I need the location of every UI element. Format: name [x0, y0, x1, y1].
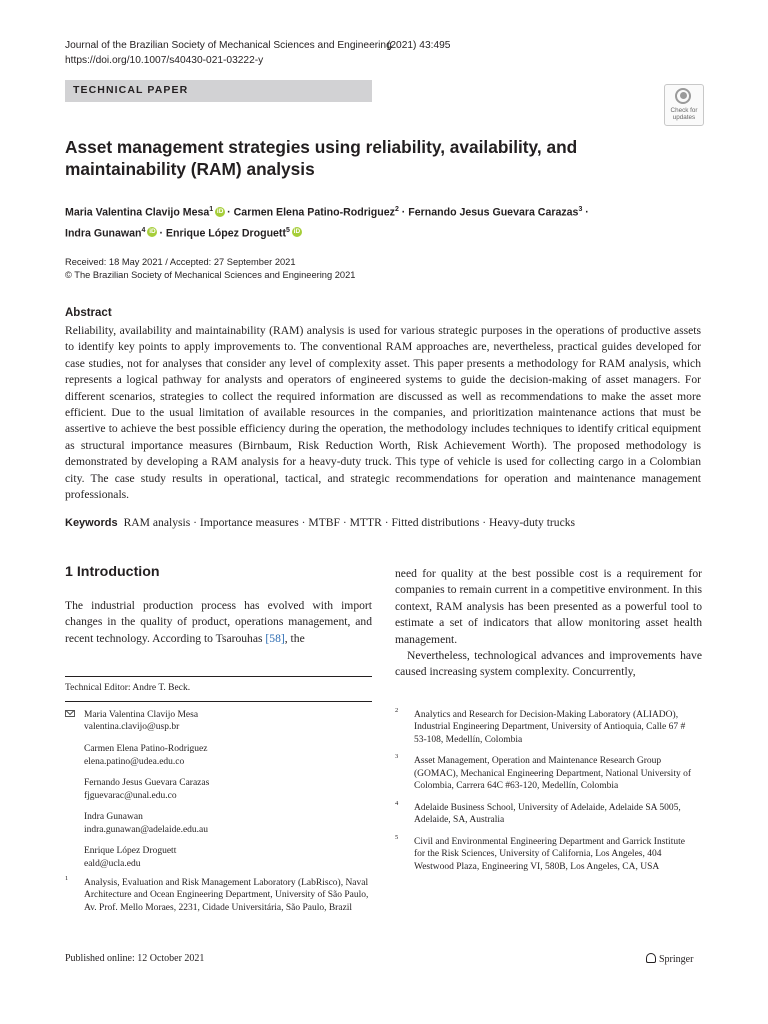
journal-header: [65, 40, 451, 51]
orcid-icon[interactable]: iD: [293, 228, 301, 236]
citation-link[interactable]: [58]: [265, 631, 285, 645]
author-name: Carmen Elena Patino-Rodriguez: [233, 206, 395, 219]
abstract-heading: Abstract: [65, 307, 112, 319]
contact-entry: [65, 845, 372, 870]
intro-text: , the: [284, 631, 305, 645]
affiliation-text: Adelaide Business School, University of Adelaide, Adelaide SA 5005, Adelaide, SA, Australia: [414, 802, 681, 826]
author-affiliation-number: 5: [285, 226, 290, 234]
affiliation-number: 5: [395, 833, 399, 841]
affiliation-number: 1: [65, 875, 69, 882]
orcid-icon[interactable]: iD: [216, 207, 224, 215]
contact-entry: [65, 777, 372, 802]
contact-email[interactable]: elena.patino@udea.edu.co: [84, 756, 185, 767]
envelope-icon: [65, 710, 75, 717]
orcid-icon[interactable]: iD: [149, 228, 156, 236]
affiliation: [65, 877, 372, 914]
contact-entry: [65, 811, 372, 836]
journal-name: Journal of the Brazilian Society of Mechanical Sciences and Engineering: [65, 40, 392, 51]
author-list: Maria Valentina Clavijo Mesa$^1$ iD · Carmen Elena Patino-Rodriguez$^2$ · Fernando Jesus Guevara Carazas$^3$ · Indra Gunawan$^4$ iD · Enrique López Droguett$^5$ iD: [65, 206, 589, 240]
author-name: Indra Gunawan: [65, 227, 142, 240]
technical-editor: Technical Editor: Andre T. Beck.: [65, 683, 191, 693]
springer-horse-icon: [646, 953, 656, 963]
contact-name: Carmen Elena Patino-Rodriguez: [84, 744, 208, 755]
introduction-left-column: [65, 598, 372, 647]
introduction-heading: 1 Introduction: [65, 564, 160, 580]
contact-name: Fernando Jesus Guevara Carazas: [84, 778, 210, 789]
intro-paragraph: need for quality at the best possible cost is a requirement for companies to remain current in a competitive environment. In this context, RAM analysis has been presented as a powerful tool to estimate a set of indicators that allow monitoring asset health management.: [395, 567, 702, 646]
author-affiliation-number: 1: [209, 206, 214, 213]
check-for-updates-badge[interactable]: [664, 84, 704, 126]
paper-title: Asset management strategies using reliability, availability, and maintainability (RAM) analysis: [65, 137, 578, 179]
contact-entry: [65, 709, 372, 734]
affiliations-right: [395, 709, 695, 882]
intro-paragraph: Nevertheless, technological advances and improvements have caused increasing system complexity. Concurrently,: [395, 649, 702, 679]
check-updates-icon: [675, 88, 691, 104]
introduction-right-column: [395, 566, 702, 681]
contact-name: Enrique López Droguett: [84, 846, 177, 857]
journal-volume: (2021) 43:495: [387, 40, 451, 51]
author-name: Enrique López Droguett: [165, 227, 286, 240]
article-dates: [65, 256, 355, 282]
author-affiliation-number: 3: [578, 206, 583, 213]
author-contacts: [65, 709, 372, 880]
contact-email[interactable]: indra.gunawan@adelaide.edu.au: [84, 824, 209, 835]
copyright: © The Brazilian Society of Mechanical Sciences and Engineering 2021: [65, 270, 356, 280]
author-affiliation-number: 4: [141, 226, 146, 234]
contact-name: Indra Gunawan: [84, 812, 143, 823]
author-name: Maria Valentina Clavijo Mesa: [65, 206, 210, 219]
received-accepted: Received: 18 May 2021 / Accepted: 27 September 2021: [65, 257, 296, 267]
footnote-divider: [65, 676, 372, 677]
contact-email[interactable]: eald@ucla.edu: [84, 858, 141, 869]
affiliations-left: [65, 877, 372, 914]
affiliation-number: 4: [395, 799, 399, 807]
affiliation: [395, 799, 695, 827]
publisher-name: Springer: [659, 954, 694, 965]
contact-email[interactable]: valentina.clavijo@usp.br: [84, 722, 180, 733]
affiliation-number: 2: [395, 707, 399, 714]
contact-email[interactable]: fjguevarac@unal.edu.co: [84, 790, 177, 801]
contact-name: Maria Valentina Clavijo Mesa: [84, 710, 199, 720]
author-affiliation-number: 2: [394, 206, 399, 213]
affiliation: [395, 709, 695, 746]
affiliation: [395, 833, 695, 873]
publisher-logo: [646, 953, 693, 965]
affiliation-number: 3: [395, 753, 399, 761]
section-label: TECHNICAL PAPER: [73, 84, 189, 96]
affiliation-text: Asset Management, Operation and Maintenance Research Group (GOMAC), Mechanical Engineering Department, National University of Colombia, Carrera 64C #63-120, Medellín, Colombia: [414, 756, 692, 792]
intro-text: The industrial production process has evolved with import changes in the quality of product, operations management, and recent technology. According to Tsarouhas: [65, 599, 372, 645]
keywords-label: Keywords: [65, 517, 118, 529]
contact-entry: [65, 743, 372, 768]
keywords: [65, 516, 575, 529]
affiliation-text: Analysis, Evaluation and Risk Management Laboratory (LabRisco), Naval Architecture and Ocean Engineering Department, University of São Paulo, Av. Prof. Mello Moraes, 2231, Cidade Universitária, São Paulo, Brazil: [84, 878, 369, 913]
keywords-text: RAM analysis · Importance measures · MTBF · MTTR · Fitted distributions · Heavy-duty trucks: [123, 516, 576, 529]
section-label-band: [65, 80, 372, 102]
check-updates-label: Check for updates: [670, 107, 698, 121]
author-name: Fernando Jesus Guevara Carazas: [408, 206, 579, 219]
doi-link[interactable]: https://doi.org/10.1007/s40430-021-03222-y: [65, 55, 264, 66]
affiliation-text: Civil and Environmental Engineering Department and Garrick Institute for the Risk Sciences, University of California, Los Angeles, 404 Westwood Plaza, Engineering VI, 580B, Los Angeles, CA, USA: [414, 836, 685, 872]
affiliation: [395, 755, 695, 792]
affiliation-text: Analytics and Research for Decision-Making Laboratory (ALIADO), Industrial Engineering Department, University of Antioquia, Calle 67 # 53-108, Medellín, Colombia: [414, 710, 686, 745]
abstract-text: Reliability, availability and maintainability (RAM) analysis is used for various strategic purposes in the operations of productive assets to identify key points to apply improvements to. The conventional RAM approaches are, nevertheless, practical guides developed for case studies, not for analyses that consider any level of complexity asset. This paper presents a methodology for RAM analysis, which represents a logical pathway for analysts and operators of engineered systems to guide the decision-making of asset managers. For different scenarios, strategies to collect the required information are discussed as well as recommendations to make the asset more efficient. Due to the usual limitation of available resources in the companies, and prioritization maintenance actions that must be assertive to achieve the best possible efficiency during the operation, the methodology includes techniques to identify critical equipment as structural importance measures (Birnbaum, Risk Reduction Worth, Risk Achievement Worth). The proposed methodology is demonstrated by developing a RAM analysis for a heavy-duty truck. This type of vehicle is used for collecting cargo in a Colombian city. The case study results in operational, tactical, and strategic recommendations for operation and maintenance management professionals.: [65, 324, 701, 502]
footnote-divider: [65, 701, 372, 702]
published-online: Published online: 12 October 2021: [65, 953, 205, 964]
